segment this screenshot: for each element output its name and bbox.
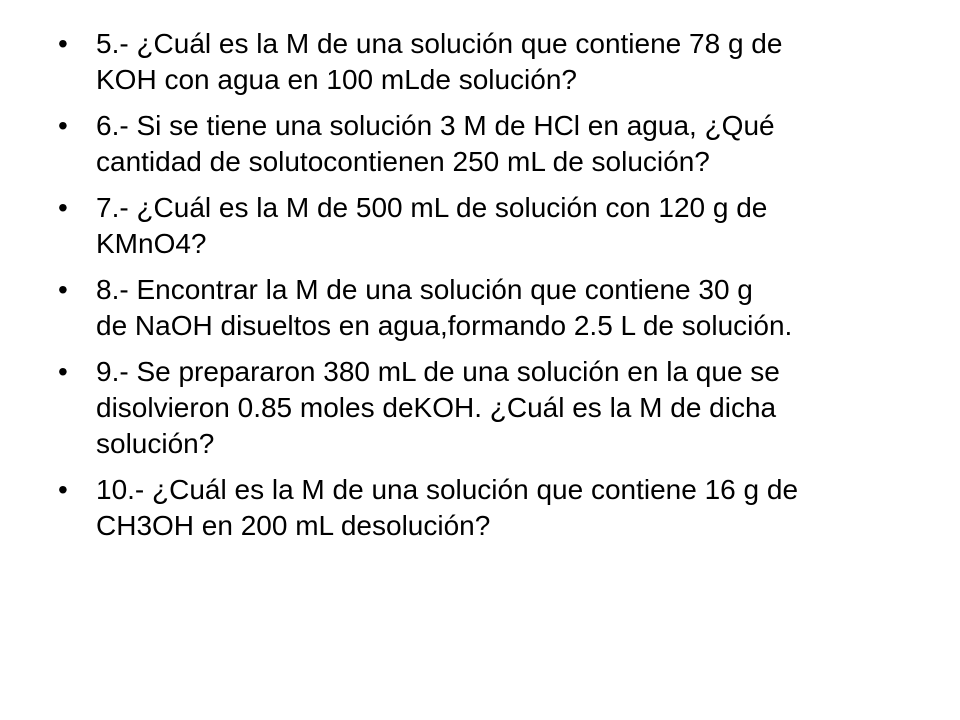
bullet-text-line: 5.- ¿Cuál es la M de una solución que contiene 78 g de: [96, 28, 783, 59]
bullet-text-line: KMnO4?: [96, 228, 207, 259]
bullet-icon: •: [58, 274, 68, 305]
bullet-text-line: KOH con agua en 100 mLde solución?: [96, 64, 577, 95]
bullet-item-9: [58, 354, 916, 462]
bullet-icon: •: [58, 192, 68, 223]
bullet-item-7: [58, 190, 916, 262]
bullet-item-8: [58, 272, 916, 344]
bullet-text-line: CH3OH en 200 mL desolución?: [96, 510, 491, 541]
bullet-icon: •: [58, 110, 68, 141]
bullet-item-6: [58, 108, 916, 180]
bullet-text-line: cantidad de solutocontienen 250 mL de solución?: [96, 146, 710, 177]
bullet-text-line: 9.- Se prepararon 380 mL de una solución en la que se: [96, 356, 780, 387]
bullet-item-5: [58, 26, 916, 98]
bullet-text-line: disolvieron 0.85 moles deKOH. ¿Cuál es la M de dicha: [96, 392, 777, 423]
bullet-item-10: [58, 472, 916, 544]
bullet-text-line: 10.- ¿Cuál es la M de una solución que contiene 16 g de: [96, 474, 799, 505]
bullet-text-line: 7.- ¿Cuál es la M de 500 mL de solución con 120 g de: [96, 192, 768, 223]
bullet-text-line: 8.- Encontrar la M de una solución que contiene 30 g: [96, 274, 753, 305]
bullet-icon: •: [58, 356, 68, 387]
bullet-list: [58, 26, 920, 544]
bullet-text-line: solución?: [96, 428, 215, 459]
bullet-text-line: 6.- Si se tiene una solución 3 M de HCl en agua, ¿Qué: [96, 110, 775, 141]
bullet-text-line: de NaOH disueltos en agua,formando 2.5 L de solución.: [96, 310, 793, 341]
bullet-icon: •: [58, 474, 68, 505]
bullet-icon: •: [58, 28, 68, 59]
